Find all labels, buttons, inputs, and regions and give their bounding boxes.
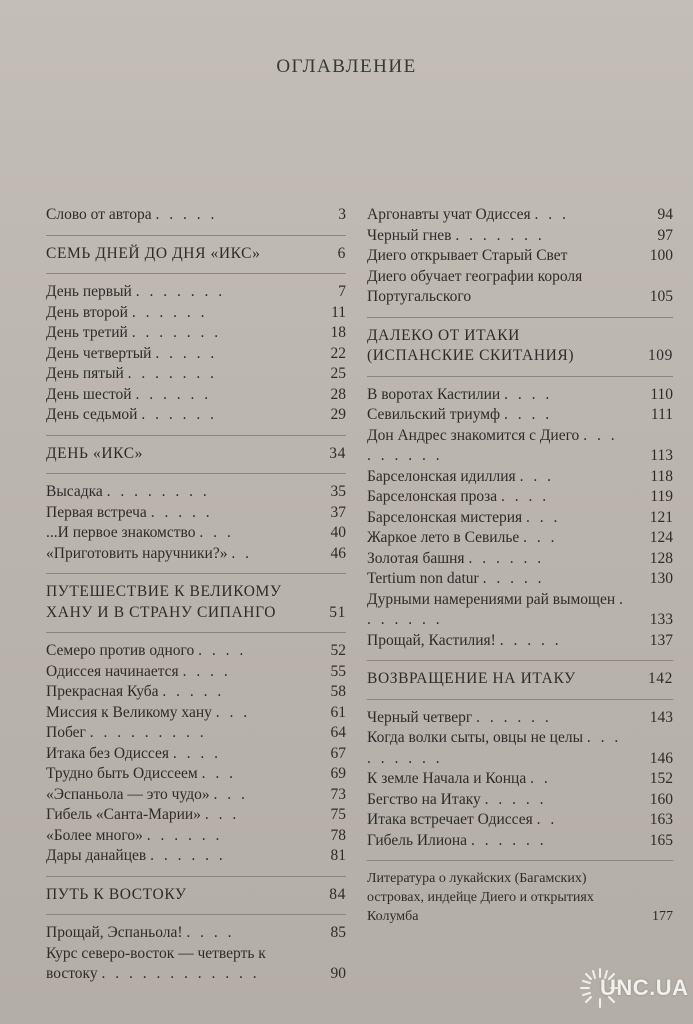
toc-entry [46, 385, 346, 406]
toc-entry-title: Гибель «Санта-Марии» [46, 806, 201, 823]
toc-entry-page: 160 [649, 790, 673, 808]
toc-entry-text [46, 641, 346, 662]
toc-entry-title: Дары данайцев [46, 847, 147, 864]
toc-entry-leader: . . . [534, 206, 569, 223]
toc-entry [46, 303, 346, 324]
toc-entry-title: Tertium non datur [367, 570, 479, 587]
toc-entry [46, 764, 346, 785]
toc-entry-leader: . . . . . . [470, 831, 547, 849]
toc-entry-text [46, 344, 346, 365]
toc-entry [367, 769, 673, 790]
toc-entry-page: 7 [338, 283, 346, 300]
toc-entry-text [46, 405, 346, 426]
toc-entry-page: 81 [330, 847, 346, 864]
toc-entry-leader: . . . . . [499, 631, 562, 649]
toc-entry-page: 97 [657, 226, 673, 244]
toc-entry-text [46, 323, 346, 344]
toc-entry-text [367, 508, 673, 529]
toc-entry-page: 37 [330, 503, 346, 521]
toc-entry-text [46, 205, 346, 226]
toc-entry-title: Итака без Одиссея [46, 744, 169, 762]
toc-entry-title: День третий [46, 324, 128, 341]
section-heading-page: 6 [337, 244, 346, 262]
toc-entry-page: 163 [649, 811, 673, 828]
toc-entry-page: 143 [649, 708, 673, 726]
toc-entry [367, 631, 673, 652]
toc-entry-leader: . . . . [503, 406, 553, 423]
section-divider [46, 273, 346, 274]
toc-entry-page: 105 [649, 288, 673, 305]
toc-entry [367, 487, 673, 508]
toc-entry-text [367, 405, 673, 426]
toc-entry-title: Аргонавты учат Одиссея [367, 206, 531, 223]
toc-entry-leader: . . . . . . . [367, 590, 626, 628]
toc-entry-title: Курс северо-восток — четверть к востоку [46, 944, 266, 982]
toc-entry-leader: . . . . . . . . . [367, 426, 618, 464]
watermark-logo [578, 962, 689, 1014]
section-divider [367, 376, 673, 377]
toc-entry-text [367, 708, 673, 729]
toc-entry-page: 55 [330, 662, 346, 680]
toc-entry-page: 75 [330, 806, 346, 823]
toc-entry-page: 69 [330, 765, 346, 782]
toc-right-column [367, 205, 673, 926]
toc-entry-title: К земле Начала и Конца [367, 770, 527, 787]
toc-entry-title: Когда волки сыты, овцы не целы [367, 729, 583, 746]
toc-entry-text [46, 764, 346, 785]
section-divider [46, 473, 346, 474]
toc-entry [46, 482, 346, 503]
toc-entry-page: 152 [649, 770, 673, 787]
toc-entry-page: 64 [330, 724, 346, 741]
toc-entry-text [367, 205, 673, 226]
toc-entry-title: День седьмой [46, 406, 138, 423]
toc-section [367, 860, 673, 926]
toc-entry-page: 110 [650, 385, 673, 403]
section-divider [367, 699, 673, 700]
toc-entry-page: 118 [650, 467, 673, 485]
section-heading-text: ВОЗВРАЩЕНИЕ НА ИТАКУ [367, 670, 576, 687]
toc-entry-leader: . . . . [198, 642, 247, 659]
section-heading-page: 51 [329, 603, 346, 621]
section-divider [367, 860, 673, 861]
toc-entry-page: 137 [649, 631, 673, 649]
toc-entry-title: Трудно быть Одиссеем [46, 765, 198, 782]
toc-entry-text [46, 364, 346, 385]
toc-entry-text [46, 385, 346, 406]
toc-entry-page: 128 [649, 549, 673, 567]
toc-entry-text [367, 869, 673, 926]
toc-entry-title: ...И первое знакомство [46, 524, 196, 541]
toc-entry [367, 810, 673, 831]
toc-entry-title: День четвертый [46, 344, 152, 362]
toc-entry [367, 569, 673, 590]
toc-entry-title: Одиссея начинается [46, 662, 179, 680]
toc-section [46, 876, 346, 985]
toc-entry-title: Литература о лукайских (Багамских) островах, индейце Диего и открытиях Колумба [367, 871, 594, 924]
toc-entry [367, 508, 673, 529]
toc-entry-text [367, 810, 673, 831]
section-heading-text: ПУТЬ К ВОСТОКУ [46, 885, 187, 903]
section-divider [367, 660, 673, 661]
toc-entry-leader: . . . . . [482, 570, 545, 587]
section-heading-text: СЕМЬ ДНЕЙ ДО ДНЯ «ИКС» [46, 244, 261, 262]
toc-entry-text [46, 846, 346, 867]
toc-entry-text [46, 282, 346, 303]
section-heading [367, 326, 673, 367]
toc-entry [367, 590, 673, 631]
toc-entry-page: 130 [649, 570, 673, 587]
toc-entry [367, 246, 673, 267]
toc-entry [46, 344, 346, 365]
toc-entry-page: 133 [649, 611, 673, 628]
toc-entry [46, 846, 346, 867]
page-title: ОГЛАВЛЕНИЕ [276, 56, 417, 77]
toc-entry-leader: . . . . . . . [131, 324, 222, 341]
toc-entry-title: Миссия к Великому хану [46, 703, 212, 721]
toc-entry [46, 923, 346, 944]
toc-entry-title: «Эспаньола — это чудо» [46, 785, 210, 803]
toc-entry-leader: . . . . . [155, 344, 218, 362]
section-heading-page: 84 [329, 885, 346, 903]
toc-entry-title: День пятый [46, 365, 124, 382]
toc-entry [367, 728, 673, 769]
toc-entry [367, 226, 673, 247]
toc-entry [46, 682, 346, 703]
toc-entry-text [46, 303, 346, 324]
toc-entry-leader: . . [530, 770, 551, 787]
toc-entry-leader: . . . [199, 524, 234, 541]
toc-entry [367, 831, 673, 852]
toc-entry [46, 323, 346, 344]
toc-entry [46, 805, 346, 826]
toc-entry-title: Прекрасная Куба [46, 683, 159, 700]
toc-entry-page: 29 [330, 406, 346, 423]
toc-entry-title: Барселонская мистерия [367, 508, 523, 526]
toc-entry [46, 662, 346, 683]
section-divider [367, 317, 673, 318]
toc-entry-text [46, 703, 346, 724]
toc-entry-leader: . . . . . [162, 683, 225, 700]
toc-entry-text [367, 631, 673, 652]
toc-entry-leader: . . . [519, 467, 554, 485]
toc-entry-leader: . . . [523, 529, 558, 546]
toc-entry [46, 744, 346, 765]
toc-entry-text [46, 523, 346, 544]
toc-entry-leader: . . . . . . . . . [89, 724, 207, 741]
toc-entry-page: 94 [657, 206, 673, 223]
toc-entry-text [46, 785, 346, 806]
toc-entry-page: 165 [649, 831, 673, 849]
toc-entry-title: В воротах Кастилии [367, 385, 501, 403]
toc-entry-page: 3 [338, 206, 346, 223]
toc-entry [46, 785, 346, 806]
toc-entry-leader: . . . . . . [150, 847, 226, 864]
toc-entry-leader: . . . [201, 765, 236, 782]
toc-entry-title: Побег [46, 724, 86, 741]
toc-entry-leader: . . . [213, 785, 248, 803]
section-heading-page: 142 [647, 670, 673, 687]
toc-entry-text [46, 944, 346, 985]
section-heading [46, 582, 346, 623]
toc-entry-title: «Приготовить наручники?» [46, 544, 228, 562]
toc-entry-leader: . . . . [501, 488, 550, 505]
toc-entry-page: 28 [330, 385, 346, 403]
toc-section [367, 205, 673, 308]
toc-entry-leader: . . . . . . [131, 303, 208, 321]
toc-entry-text [46, 544, 346, 565]
toc-entry-page: 58 [330, 683, 346, 700]
toc-entry-text [46, 805, 346, 826]
toc-entry-title: Диего обучает географии короля Португальского [367, 267, 583, 305]
toc-entry-leader: . . . [215, 703, 251, 721]
toc-entry [367, 869, 673, 926]
toc-entry-leader: . . . . . . [141, 406, 217, 423]
toc-entry-text [367, 790, 673, 811]
toc-entry-text [367, 728, 673, 769]
section-divider [46, 573, 346, 574]
toc-entry-title: День первый [46, 283, 132, 300]
section-divider [46, 632, 346, 633]
toc-entry-title: Слово от автора [46, 206, 152, 223]
toc-entry [46, 723, 346, 744]
toc-entry-title: Дурными намерениями рай вымощен [367, 590, 616, 608]
toc-section [46, 235, 346, 426]
toc-entry-title: Семеро против одного [46, 642, 195, 659]
toc-entry [367, 385, 673, 406]
toc-entry-page: 100 [649, 247, 673, 264]
toc-section [46, 205, 346, 226]
toc-entry-leader: . . . . [172, 744, 221, 762]
toc-entry [46, 703, 346, 724]
toc-section [367, 317, 673, 652]
toc-entry-title: Гибель Илиона [367, 831, 468, 849]
toc-entry-title: Золотая башня [367, 549, 465, 567]
toc-entry [46, 503, 346, 524]
toc-entry [46, 405, 346, 426]
toc-entry-page: 121 [649, 508, 673, 526]
toc-entry-text [46, 503, 346, 524]
toc-entry [46, 364, 346, 385]
section-heading-text: ДЕНЬ «ИКС» [46, 444, 143, 462]
toc-entry-leader: . . . . . . [135, 385, 212, 403]
toc-section [367, 660, 673, 851]
toc-entry-title: Итака встречает Одиссея [367, 811, 533, 828]
section-heading [46, 885, 346, 906]
toc-entry-text [367, 569, 673, 590]
toc-entry-page: 46 [330, 544, 346, 562]
toc-entry-page: 177 [652, 909, 673, 924]
toc-entry-title: Диего открывает Старый Свет [367, 247, 568, 264]
toc-entry-text [46, 662, 346, 683]
toc-entry [367, 528, 673, 549]
section-heading-page: 34 [329, 444, 346, 462]
toc-entry [46, 282, 346, 303]
toc-entry-leader: . . . . . . [468, 549, 545, 567]
toc-entry-text [367, 426, 673, 467]
toc-entry-leader: . . . . . . [146, 826, 223, 844]
toc-entry [367, 549, 673, 570]
toc-entry-text [367, 831, 673, 852]
section-heading [46, 444, 346, 465]
toc-section [46, 435, 346, 565]
toc-entry-leader: . . . [204, 806, 240, 823]
toc-entry-title: День второй [46, 303, 128, 321]
toc-entry-text [367, 226, 673, 247]
toc-entry-leader: . . . . . . . [455, 226, 545, 244]
toc-entry-page: 78 [330, 826, 346, 844]
toc-entry-title: Прощай, Кастилия! [367, 631, 496, 649]
toc-entry-text [46, 826, 346, 847]
watermark-text: UNC.UA [600, 975, 689, 1000]
toc-entry-page: 61 [330, 703, 346, 721]
toc-entry-page: 85 [330, 924, 346, 941]
toc-entry-page: 40 [330, 524, 346, 541]
toc-entry-page: 90 [330, 965, 346, 982]
toc-entry-title: Прощай, Эспаньола! [46, 924, 183, 941]
toc-entry-page: 111 [650, 406, 673, 423]
toc-entry-text [367, 267, 673, 308]
toc-entry-text [367, 769, 673, 790]
toc-entry-leader: . . . . . [150, 503, 213, 521]
toc-entry-page: 11 [331, 303, 346, 321]
toc-entry-page: 113 [650, 447, 673, 464]
toc-left-column [46, 205, 346, 985]
toc-entry-page: 22 [330, 344, 346, 362]
toc-entry-title: Барселонская проза [367, 488, 498, 505]
toc-entry-title: Высадка [46, 483, 103, 500]
toc-entry-text [367, 528, 673, 549]
toc-entry-page: 119 [650, 488, 673, 505]
toc-entry [46, 944, 346, 985]
toc-entry [46, 641, 346, 662]
toc-entry-leader: . . [231, 544, 252, 562]
section-heading [367, 669, 673, 690]
toc-entry-title: «Более много» [46, 826, 143, 844]
toc-entry-leader: . . . . . [155, 206, 218, 223]
section-divider [46, 914, 346, 915]
toc-entry [367, 267, 673, 308]
toc-entry-leader: . . . . [186, 924, 235, 941]
toc-entry-leader: . . . . [182, 662, 231, 680]
toc-entry [367, 467, 673, 488]
toc-entry-leader: . . . . . . . [127, 365, 218, 382]
section-divider [46, 235, 346, 236]
toc-entry [46, 205, 346, 226]
toc-entry [367, 205, 673, 226]
toc-entry-text [46, 744, 346, 765]
toc-entry-text [367, 590, 673, 631]
section-divider [46, 435, 346, 436]
toc-entry-leader: . . [536, 811, 558, 828]
toc-entry-page: 25 [330, 365, 346, 382]
toc-entry-leader: . . . . . . . . . [367, 729, 622, 767]
toc-entry-text [46, 482, 346, 503]
toc-entry-text [367, 487, 673, 508]
toc-entry [46, 826, 346, 847]
toc-entry [367, 708, 673, 729]
toc-entry-leader: . . . . . . [476, 708, 552, 726]
toc-entry-leader: . . . . . . . . . . . . [101, 965, 260, 982]
toc-entry-text [367, 246, 673, 267]
toc-entry-title: Черный гнев [367, 226, 452, 244]
toc-entry-page: 73 [330, 785, 346, 803]
toc-entry-text [367, 385, 673, 406]
toc-entry-text [46, 682, 346, 703]
toc-entry [46, 544, 346, 565]
toc-entry-page: 35 [330, 483, 346, 500]
toc-entry-title: Бегство на Итаку [367, 790, 481, 808]
toc-entry-leader: . . . . [504, 385, 553, 403]
section-divider [46, 876, 346, 877]
section-heading-page: 109 [647, 347, 673, 364]
toc-entry-leader: . . . . . . . . [106, 483, 210, 500]
section-heading-text: ПУТЕШЕСТВИЕ К ВЕЛИКОМУ ХАНУ И В СТРАНУ СИПАНГО [46, 583, 282, 621]
toc-entry-leader: . . . . . . . [135, 283, 226, 300]
toc-entry-page: 52 [330, 642, 346, 659]
toc-entry [367, 426, 673, 467]
toc-entry-page: 146 [649, 749, 673, 767]
toc-entry-text [46, 923, 346, 944]
toc-entry-title: Севильский триумф [367, 406, 501, 423]
section-heading [46, 244, 346, 265]
toc-entry-title: Жаркое лето в Севилье [367, 529, 520, 546]
toc-entry-leader: . . . [526, 508, 561, 526]
toc-entry-text [367, 549, 673, 570]
toc-entry-leader: . . . . . [484, 790, 547, 808]
toc-entry [367, 405, 673, 426]
toc-entry-title: Барселонская идиллия [367, 467, 516, 485]
section-heading-text: ДАЛЕКО ОТ ИТАКИ (ИСПАНСКИЕ СКИТАНИЯ) [367, 326, 575, 364]
toc-section [46, 573, 346, 867]
toc-entry-text [367, 467, 673, 488]
toc-entry [367, 790, 673, 811]
toc-entry-page: 18 [330, 324, 346, 341]
toc-entry [46, 523, 346, 544]
toc-entry-page: 124 [649, 529, 673, 546]
toc-entry-title: Дон Андрес знакомится с Диего [367, 426, 580, 444]
toc-entry-title: Черный четверг [367, 708, 473, 726]
toc-entry-text [46, 723, 346, 744]
toc-entry-page: 67 [330, 744, 346, 762]
toc-entry-title: День шестой [46, 385, 132, 403]
toc-entry-title: Первая встреча [46, 503, 147, 521]
